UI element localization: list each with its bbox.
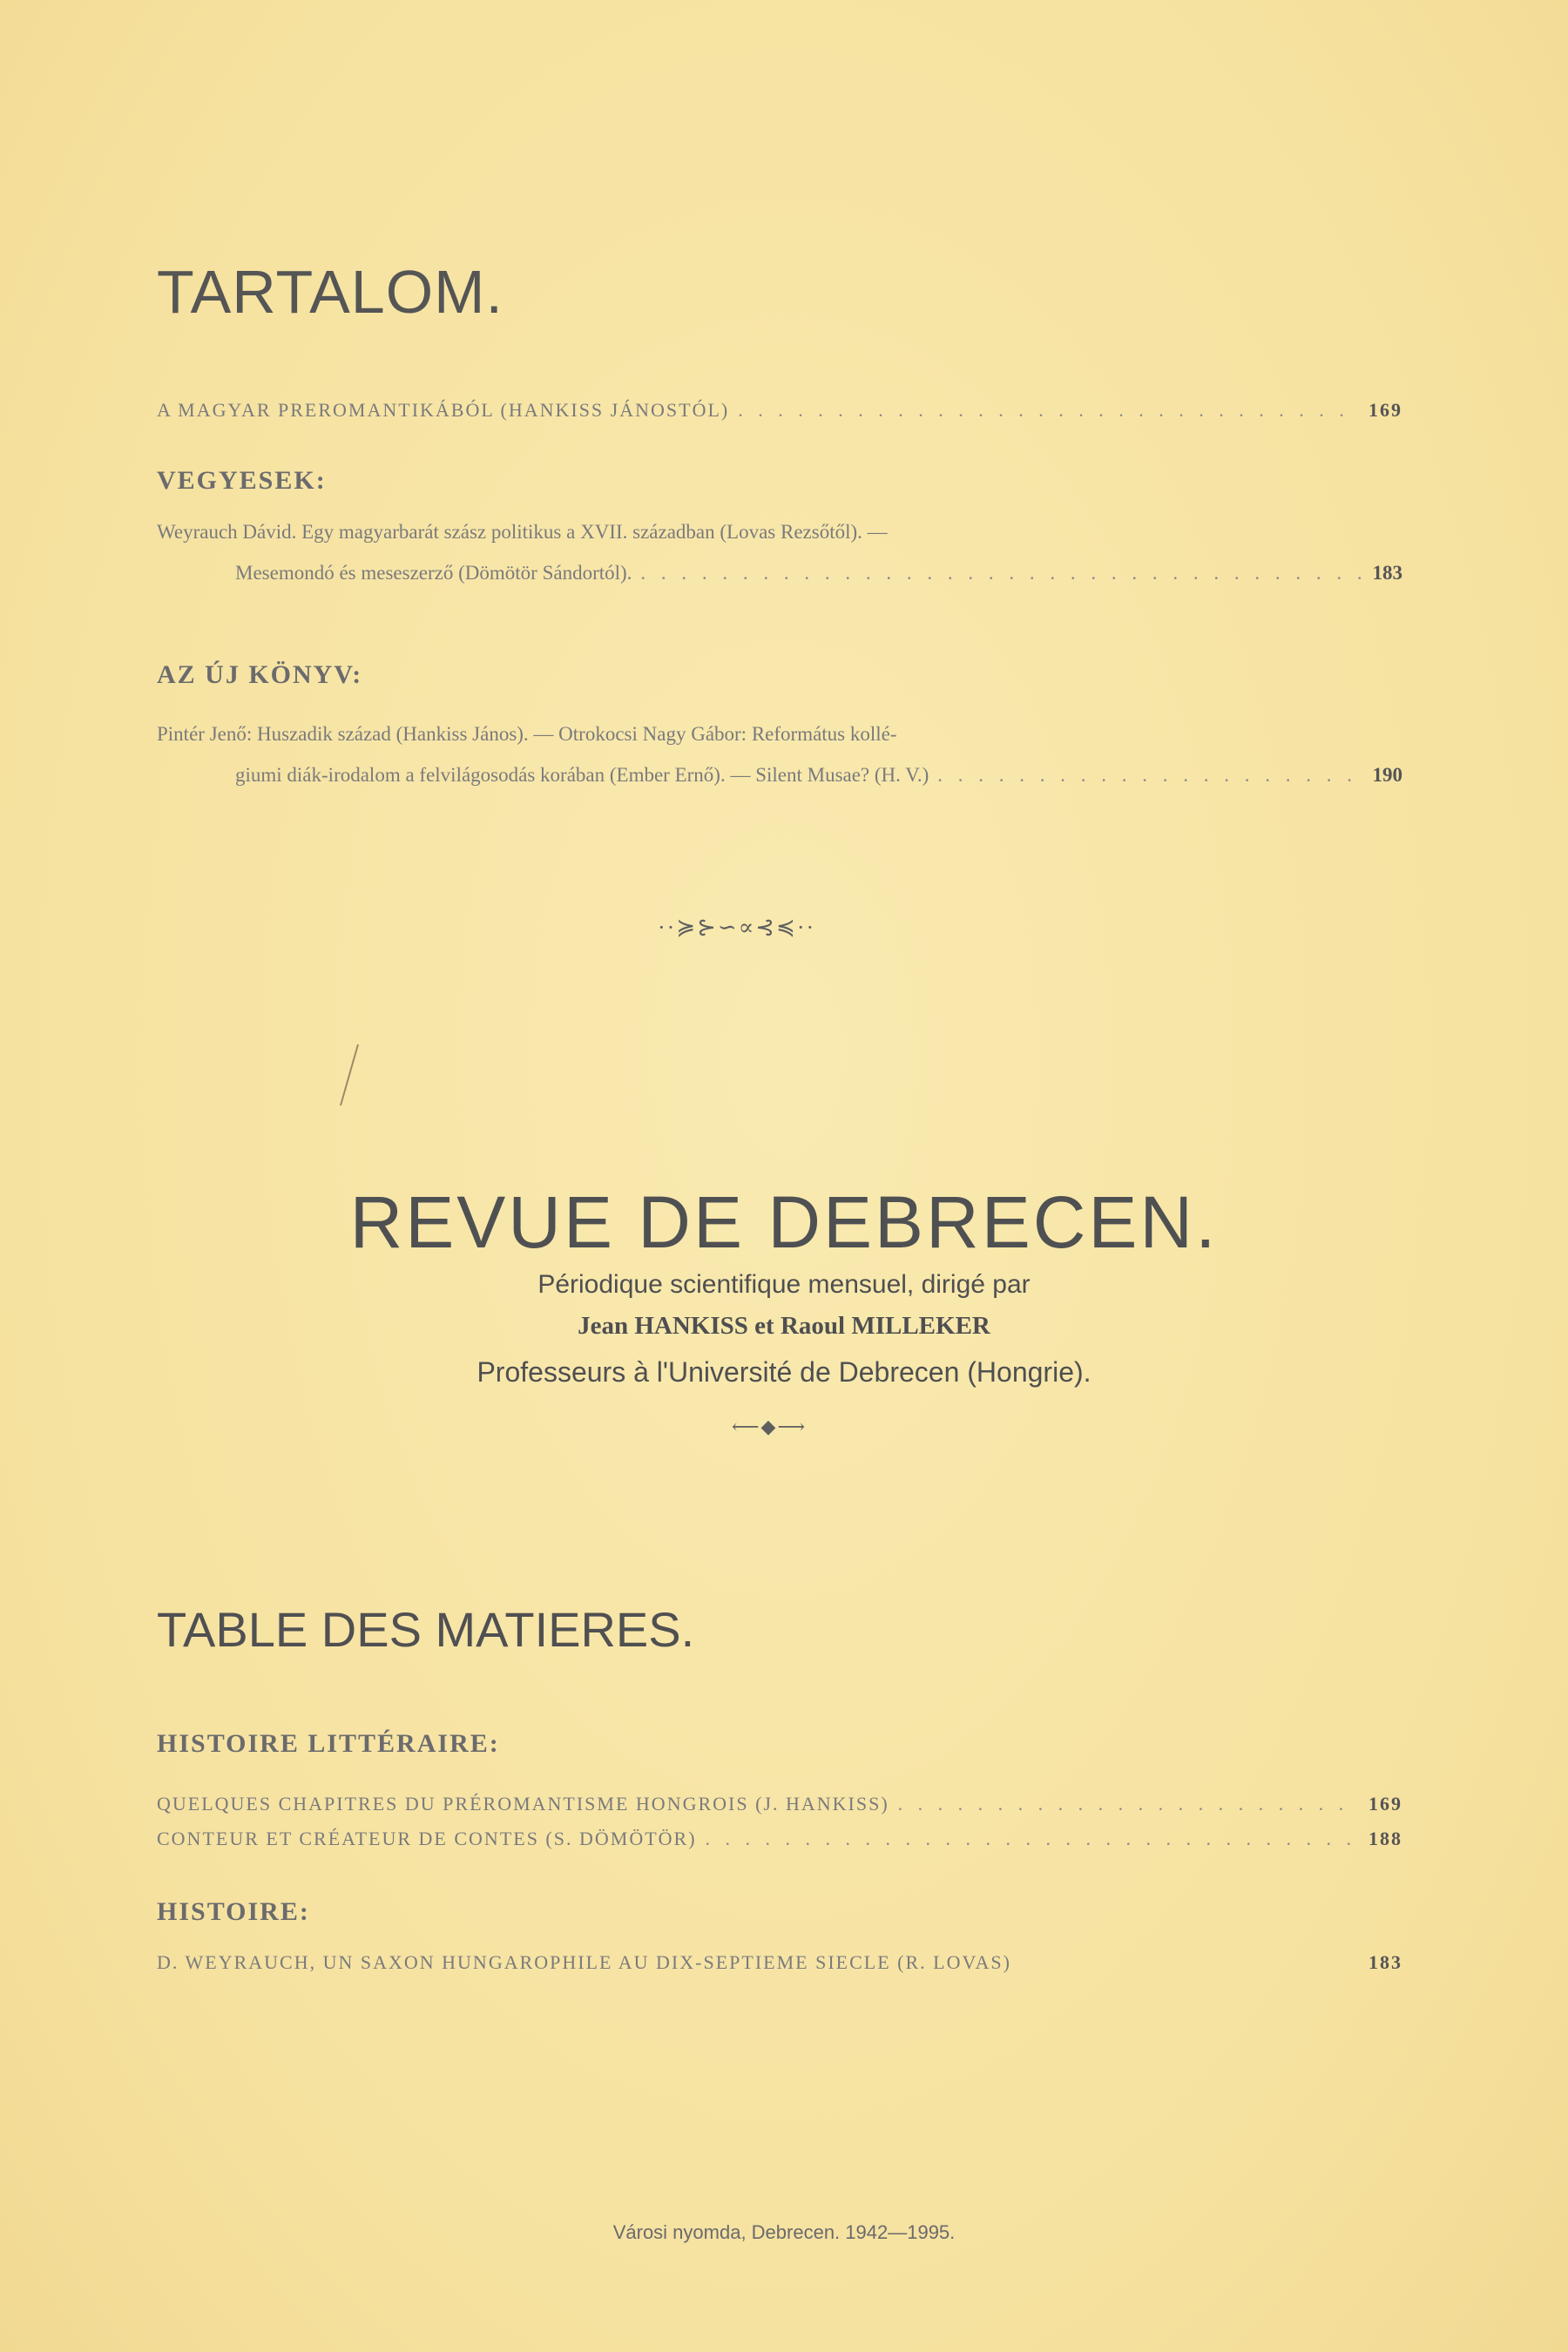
toc-entry-text: D. WEYRAUCH, UN SAXON HUNGAROPHILE AU DIX-SEPTIEME SIECLE (R. LOVAS)	[157, 1951, 1011, 1973]
vegyesek-line-1	[157, 521, 1402, 544]
toc-entry-page: 183	[1372, 562, 1402, 584]
histoire-heading: HISTOIRE:	[157, 1897, 310, 1926]
tdm-entry	[157, 1828, 1402, 1850]
revue-editors: Jean HANKISS et Raoul MILLEKER	[578, 1312, 990, 1340]
uj-konyv-heading: AZ ÚJ KÖNYV:	[157, 660, 363, 689]
revue-subtitle: Périodique scientifique mensuel, dirigé par	[537, 1270, 1031, 1299]
tdm-entry	[157, 1793, 1402, 1815]
revue-title: REVUE DE DEBRECEN.	[349, 1181, 1219, 1263]
uj-konyv-line-1	[157, 723, 1402, 746]
decorative-divider: ··≽⊱∽∝⊰≼··	[658, 915, 816, 940]
dot-leader	[738, 399, 1360, 422]
toc-entry-page: 183	[1369, 1951, 1402, 1973]
toc-entry-page: 190	[1372, 764, 1402, 786]
toc-entry-text: Mesemondó és meseszerző (Dömötör Sándortól).	[235, 562, 632, 584]
toc-entry-text: Weyrauch Dávid. Egy magyarbarát szász politikus a XVII. században (Lovas Rezsőtől). —	[157, 521, 888, 543]
vegyesek-heading: VEGYESEK:	[157, 466, 327, 495]
revue-professors: Professeurs à l'Université de Debrecen (Hongrie).	[476, 1356, 1092, 1388]
vegyesek-line-2	[235, 562, 1402, 585]
histoire-litteraire-heading: HISTOIRE LITTÉRAIRE:	[157, 1729, 500, 1758]
dot-leader	[898, 1793, 1360, 1815]
toc-entry-page: 188	[1369, 1828, 1402, 1849]
printer-footer: Városi nyomda, Debrecen. 1942—1995.	[612, 2221, 956, 2243]
uj-konyv-line-2	[235, 764, 1402, 787]
table-des-matieres-title: TABLE DES MATIERES.	[157, 1602, 695, 1657]
toc-entry-text: QUELQUES CHAPITRES DU PRÉROMANTISME HONGROIS (J. HANKISS)	[157, 1793, 889, 1815]
dot-leader	[937, 764, 1363, 787]
small-divider: ⟵◆⟶	[732, 1416, 807, 1437]
toc-entry-text: Pintér Jenő: Huszadik század (Hankiss János). — Otrokocsi Nagy Gábor: Református kollé-	[157, 723, 897, 745]
toc-entry-page: 169	[1369, 1793, 1402, 1815]
toc-entry-page: 169	[1369, 399, 1402, 421]
toc-entry-text: A MAGYAR PREROMANTIKÁBÓL (HANKISS JÁNOSTÓL)	[157, 399, 730, 421]
toc-entry-text: giumi diák-irodalom a felvilágosodás korában (Ember Ernő). — Silent Musae? (H. V.)	[235, 764, 929, 786]
dot-leader	[706, 1828, 1360, 1850]
dot-leader	[640, 562, 1363, 585]
toc-entry-text: CONTEUR ET CRÉATEUR DE CONTES (S. DÖMÖTÖR)	[157, 1828, 697, 1849]
pencil-stroke-icon	[335, 1041, 362, 1111]
tartalom-title: TARTALOM.	[157, 258, 504, 326]
tdm-entry	[157, 1951, 1402, 1974]
toc-main-entry	[157, 399, 1402, 422]
